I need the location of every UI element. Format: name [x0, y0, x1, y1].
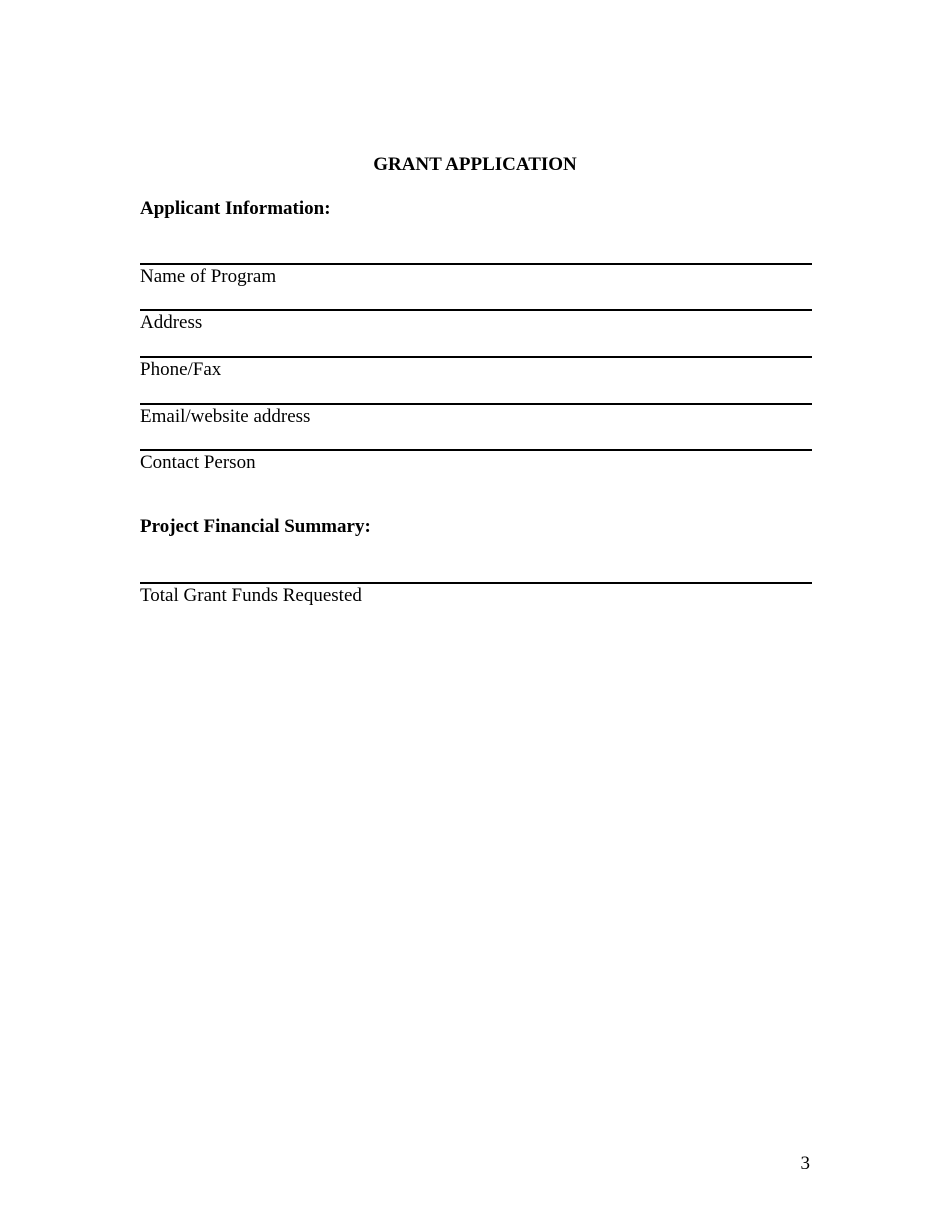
- total-grant-funds-label: Total Grant Funds Requested: [140, 585, 362, 606]
- page-title: GRANT APPLICATION: [373, 154, 577, 175]
- total-grant-funds-field[interactable]: [140, 582, 812, 607]
- phone-fax-label: Phone/Fax: [140, 359, 222, 380]
- contact-person-label: Contact Person: [140, 452, 256, 473]
- email-website-field[interactable]: [140, 403, 812, 428]
- contact-person-field[interactable]: [140, 449, 812, 474]
- name-of-program-label: Name of Program: [140, 266, 277, 287]
- phone-fax-field[interactable]: [140, 356, 812, 381]
- address-field[interactable]: [140, 309, 812, 334]
- page-number: 3: [800, 1153, 810, 1174]
- applicant-information-heading: Applicant Information:: [140, 198, 331, 219]
- name-of-program-field[interactable]: [140, 263, 812, 288]
- project-financial-summary-heading: Project Financial Summary:: [140, 516, 371, 537]
- address-label: Address: [140, 312, 203, 333]
- email-website-label: Email/website address: [140, 406, 311, 427]
